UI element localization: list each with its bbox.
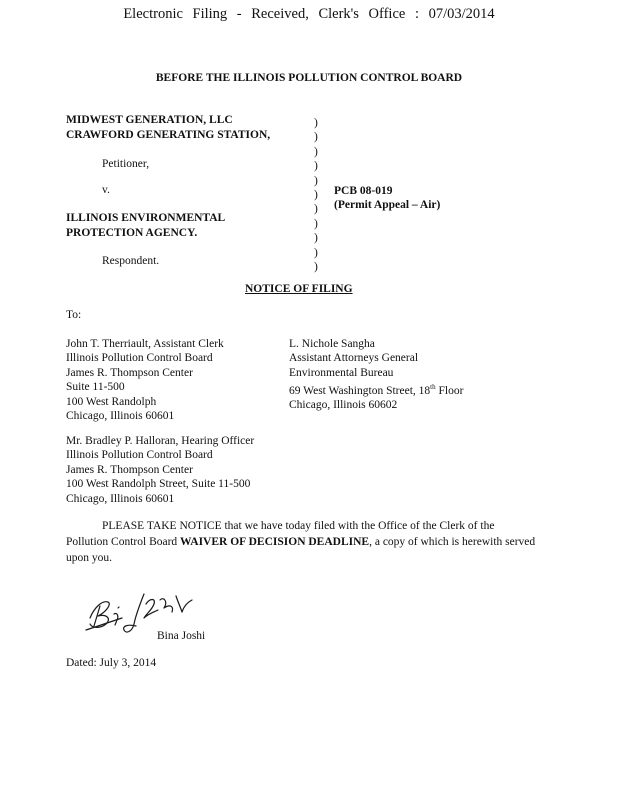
filing-stamp-header: Electronic Filing - Received, Clerk's Office : 07/03/2014 — [123, 6, 495, 22]
notice-body-paragraph: PLEASE TAKE NOTICE that we have today filed with the Office of the Clerk of the Pollution Control Board WAIVER OF DECISION DEADLINE, a copy of which is herewith served upon you. — [66, 520, 536, 564]
respondent-name-line2: PROTECTION AGENCY. — [66, 227, 198, 239]
paren: ) — [314, 131, 318, 144]
address-line: James R. Thompson Center — [66, 366, 193, 379]
paren: ) — [314, 246, 318, 259]
address-line: John T. Therriault, Assistant Clerk — [66, 338, 224, 350]
recipient-attorney-address — [289, 337, 463, 413]
signer-name: Bina Joshi — [157, 630, 206, 642]
address-line: Chicago, Illinois 60601 — [66, 492, 175, 505]
paren: ) — [314, 160, 318, 173]
notice-title: NOTICE OF FILING — [245, 283, 353, 295]
address-line: Chicago, Illinois 60602 — [289, 399, 398, 412]
petitioner-role: Petitioner, — [102, 158, 150, 170]
petitioner-name-line2: CRAWFORD GENERATING STATION, — [66, 129, 271, 141]
address-line: 100 West Randolph — [66, 395, 157, 408]
dated-line: Dated: July 3, 2014 — [66, 657, 157, 669]
paren: ) — [314, 117, 318, 129]
address-line: L. Nichole Sangha — [289, 338, 375, 350]
address-line: Mr. Bradley P. Halloran, Hearing Officer — [66, 435, 255, 447]
case-number: PCB 08-019 — [334, 185, 393, 197]
paren: ) — [314, 203, 318, 216]
caption-divider — [314, 116, 318, 274]
recipient-hearing-officer-address — [66, 434, 254, 506]
petitioner-name-line1: MIDWEST GENERATION, LLC — [66, 114, 233, 126]
versus: v. — [102, 184, 110, 196]
address-line: Illinois Pollution Control Board — [66, 449, 213, 462]
paren: ) — [314, 145, 318, 158]
paren: ) — [314, 261, 318, 274]
address-line: 69 West Washington Street, 18th Floor — [289, 383, 464, 398]
paren: ) — [314, 232, 318, 245]
paren: ) — [314, 217, 318, 230]
recipient-clerk-address — [66, 337, 224, 423]
to-label: To: — [66, 309, 82, 321]
respondent-name-line1: ILLINOIS ENVIRONMENTAL — [66, 212, 226, 224]
address-line: James R. Thompson Center — [66, 463, 193, 476]
court-title: BEFORE THE ILLINOIS POLLUTION CONTROL BOARD — [155, 72, 463, 84]
paren: ) — [314, 174, 318, 187]
address-line: Assistant Attorneys General — [289, 352, 419, 365]
respondent-role: Respondent. — [102, 255, 160, 267]
address-line: Suite 11-500 — [66, 381, 125, 394]
paren: ) — [314, 189, 318, 202]
address-line: Environmental Bureau — [289, 366, 394, 379]
address-line: 100 West Randolph Street, Suite 11-500 — [66, 478, 251, 491]
address-line: Illinois Pollution Control Board — [66, 352, 213, 365]
address-line: Chicago, Illinois 60601 — [66, 410, 175, 423]
case-type: (Permit Appeal – Air) — [334, 199, 441, 211]
